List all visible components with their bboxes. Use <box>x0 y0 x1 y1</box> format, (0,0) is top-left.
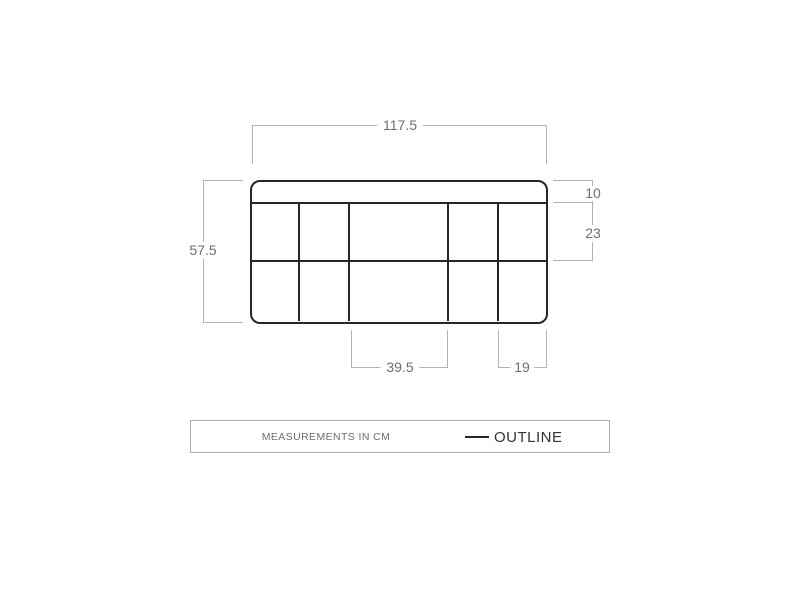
vertical-divider-line-1 <box>298 204 300 321</box>
center-column-ext-left <box>351 330 352 368</box>
legend-outline-swatch-line <box>465 436 489 438</box>
vertical-divider-line-3 <box>447 204 449 321</box>
right-column-ext-left <box>498 330 499 368</box>
overall-height-dim-label: 57.5 <box>184 242 221 259</box>
top-section-dim-label: 10 <box>581 186 605 201</box>
right-dim-tick-middle <box>553 202 593 203</box>
right-dim-tick-top <box>553 180 593 181</box>
overall-width-ext-left <box>252 125 253 164</box>
center-column-ext-right <box>447 330 448 368</box>
middle-divider-line <box>251 260 547 262</box>
right-column-dim-label: 19 <box>510 360 534 375</box>
overall-height-tick-top <box>203 180 243 181</box>
overall-height-tick-bottom <box>203 322 243 323</box>
vertical-divider-line-2 <box>348 204 350 321</box>
right-dim-tick-bottom <box>553 260 593 261</box>
center-column-dim-label: 39.5 <box>380 360 419 375</box>
overall-width-ext-right <box>546 125 547 164</box>
legend-measurements-note: MEASUREMENTS IN CM <box>261 431 391 443</box>
vertical-divider-line-4 <box>497 204 499 321</box>
legend-outline-label: OUTLINE <box>494 429 563 446</box>
top-rail-divider-line <box>251 202 547 204</box>
overall-width-dim-label: 117.5 <box>377 118 423 133</box>
upper-row-dim-label: 23 <box>581 225 605 242</box>
right-column-ext-right <box>546 330 547 368</box>
